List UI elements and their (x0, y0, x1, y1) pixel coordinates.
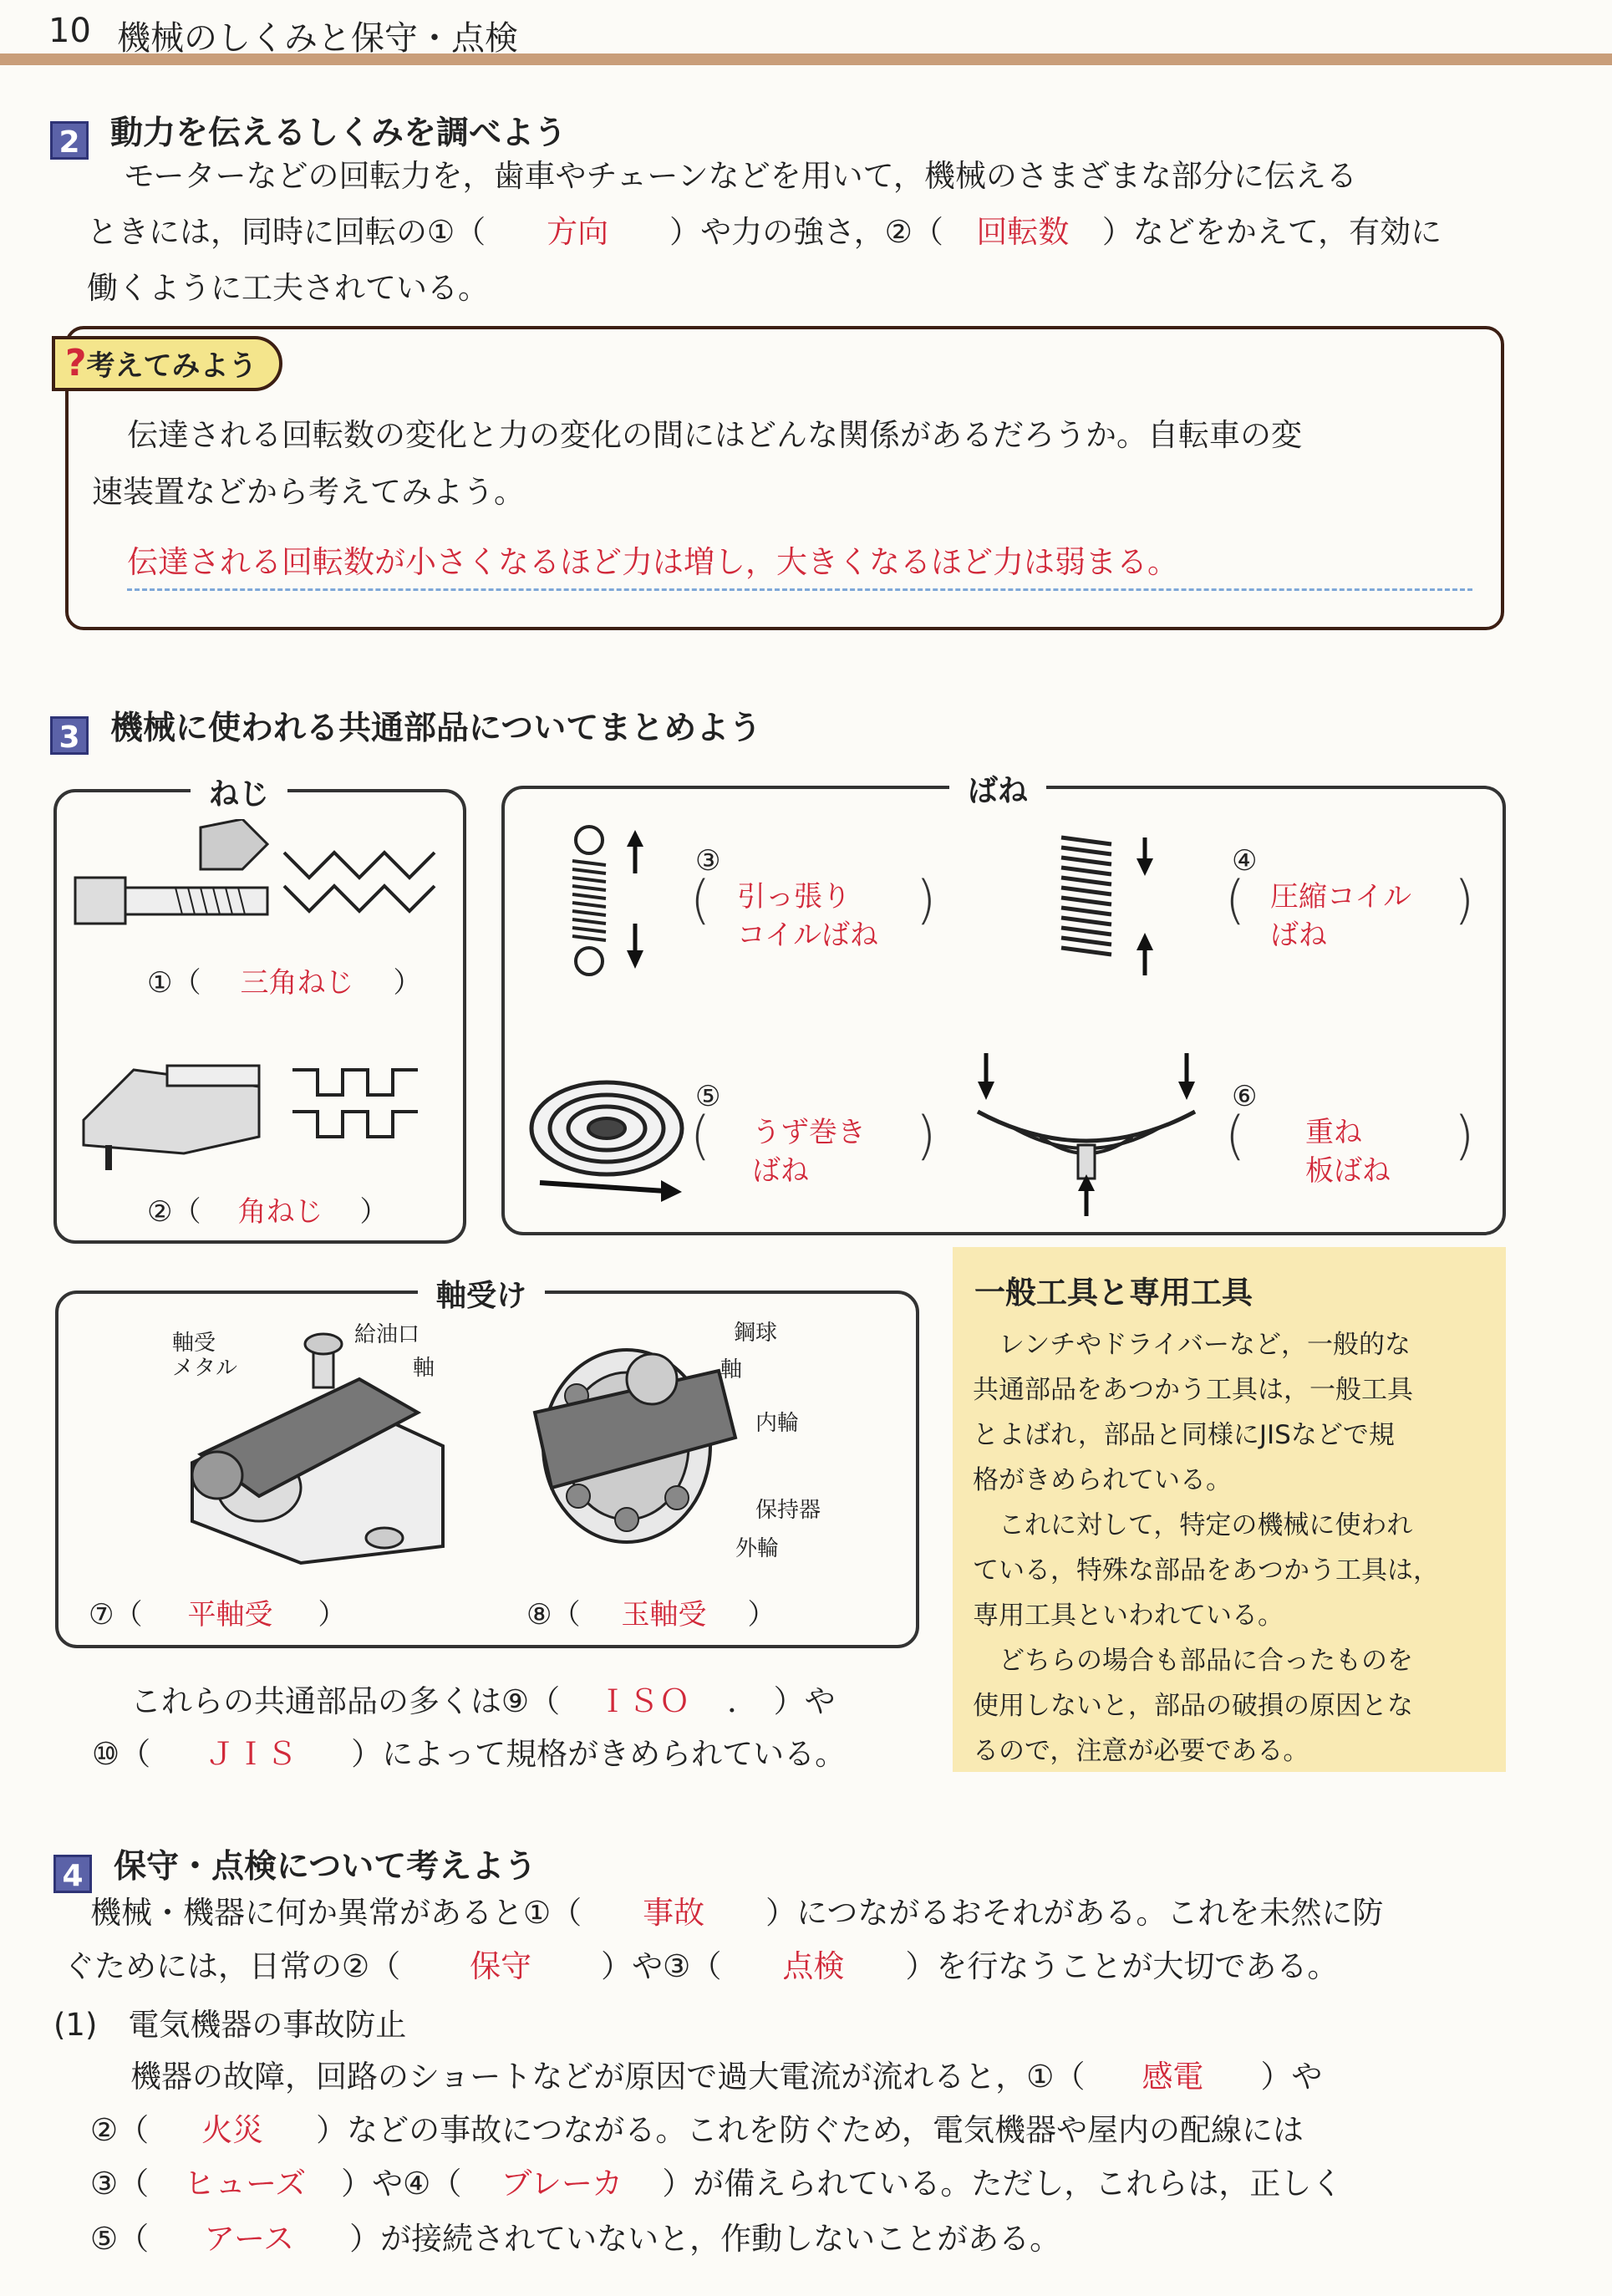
spring-item6-num: ⑥ (1232, 1080, 1258, 1113)
answer-earth: アース (204, 2221, 295, 2257)
spring-item3-num: ③ (695, 844, 721, 878)
answer-jis: ＪＩＳ (204, 1736, 297, 1772)
answer-inspection: 点検 (782, 1948, 845, 1984)
info-box-line: これに対して，特定の機械に使われ (973, 1510, 1413, 1540)
standards-line2: ⑩（ ＪＩＳ ）によって規格がきめられている。 (92, 1727, 846, 1782)
label-outer-ring: 外輪 (735, 1536, 780, 1561)
paren-open: ( (1225, 1105, 1246, 1166)
section2-line1: モーターなどの回転力を，歯車やチェーンなどを用いて，機械のさまざまな部分に伝える (124, 158, 1357, 194)
tension-spring-illustration (560, 823, 652, 982)
paren-open: ( (690, 1105, 711, 1166)
answer-shock: 感電 (1142, 2059, 1204, 2095)
spring-item4-answer: 圧縮コイル ばね (1270, 880, 1411, 952)
section-number: 3 (50, 716, 89, 755)
page-number: 10 (48, 12, 91, 50)
answer-direction: 方向 (547, 214, 609, 250)
spring-item3-answer: 引っ張り コイルばね (737, 880, 878, 952)
spring-item4-num: ④ (1232, 844, 1258, 878)
label-bearing-metal: 軸受 メタル (172, 1331, 238, 1381)
think-tag: ?考えてみよう (52, 336, 282, 391)
bearing-item8: ⑧（ 玉軸受 ） (526, 1598, 776, 1632)
ball-bearing-illustration (526, 1321, 744, 1563)
section2-line2: ときには，同時に回転の①（ 方向 ）や力の強さ，②（ 回転数 ）などをかえて，有効に (87, 205, 1442, 260)
label-shaft-left: 軸 (413, 1356, 435, 1381)
spring-item5-num: ⑤ (695, 1080, 721, 1113)
spring-item5-answer: うず巻き ばね (752, 1116, 866, 1188)
section-title: 機械に使われる共通部品についてまとめよう (110, 710, 762, 747)
paren-open: ( (1225, 869, 1246, 930)
answer-fire: 火災 (201, 2112, 264, 2148)
info-box-line: レンチやドライバーなど，一般的な (973, 1330, 1411, 1360)
bearing-item7: ⑦（ 平軸受 ） (89, 1598, 347, 1632)
think-question-2: 速装置などから考えてみよう。 (92, 474, 525, 510)
paren-close: ) (916, 869, 937, 930)
label-shaft-right: 軸 (720, 1357, 743, 1382)
bearing-panel-label: 軸受け (418, 1272, 545, 1315)
answer-accident: 事故 (643, 1895, 705, 1931)
label-inner-ring: 内輪 (755, 1411, 800, 1436)
info-box-line: 共通部品をあつかう工具は，一般工具 (973, 1375, 1413, 1405)
subsection-line2: ②（ 火災 ）などの事故につながる。これを防ぐため，電気機器や屋内の配線には (90, 2103, 1304, 2158)
screw-item1: ①（ 三角ねじ ） (147, 966, 422, 1000)
label-cage: 保持器 (755, 1498, 821, 1523)
answer-iso: ＩＳＯ (597, 1683, 690, 1719)
info-box-line: 専用工具といわれている。 (973, 1601, 1284, 1631)
screw-panel-label: ねじ (191, 771, 287, 813)
info-box-line: ている，特殊な部品をあつかう工具は， (973, 1555, 1439, 1586)
standards-line1: これらの共通部品の多くは⑨（ ＩＳＯ ． ）や (130, 1674, 836, 1729)
chapter-title: 機械のしくみと保守・点検 (117, 19, 518, 58)
subsection-line4: ⑤（ アース ）が接続されていないと，作動しないことがある。 (90, 2212, 1060, 2267)
screw-item2: ②（ 角ねじ ） (147, 1195, 389, 1229)
answer-fuse: ヒューズ (184, 2166, 307, 2202)
info-box-line: とよばれ，部品と同様にJISなどで規 (973, 1420, 1395, 1450)
section4-line1: 機械・機器に何か異常があると①（ 事故 ）につながるおそれがある。これを未然に防 (90, 1886, 1383, 1941)
subsection-title: (1) 電気機器の事故防止 (53, 2007, 407, 2043)
paren-close: ) (1454, 869, 1475, 930)
section-number: 4 (53, 1855, 92, 1893)
spring-item6-answer: 重ね 板ばね (1305, 1116, 1391, 1188)
paren-open: ( (690, 869, 711, 930)
think-question-1: 伝達される回転数の変化と力の変化の間にはどんな関係があるだろうか。自転車の変 (127, 417, 1302, 453)
section-title: 保守・点検について考えよう (114, 1848, 537, 1886)
page-header (0, 0, 1612, 65)
triangle-screw-illustration (67, 819, 451, 970)
section2-line3: 働くように工夫されている。 (87, 270, 489, 306)
info-box-line: 格がきめられている。 (973, 1465, 1232, 1495)
answer-rpm: 回転数 (976, 214, 1070, 250)
info-box (953, 1247, 1506, 1772)
question-mark-icon: ? (65, 342, 87, 384)
spring-panel-label: ばね (949, 767, 1046, 810)
info-box-line: 使用しないと，部品の破損の原因とな (973, 1691, 1413, 1721)
spiral-spring-illustration (523, 1070, 690, 1204)
paren-close: ) (916, 1105, 937, 1166)
label-steel-ball: 鋼球 (734, 1321, 778, 1346)
info-box-line: どちらの場合も部品に合ったものを (973, 1646, 1413, 1676)
answer-maintenance: 保守 (470, 1948, 532, 1984)
info-box-text (973, 1322, 1439, 1774)
label-oil-port: 給油口 (354, 1322, 420, 1347)
section4-line2: ぐためには，日常の②（ 保守 ）や③（ 点検 ）を行なうことが大切である。 (64, 1939, 1338, 1994)
paren-close: ) (1454, 1105, 1475, 1166)
compression-spring-illustration (1053, 829, 1162, 980)
section3-heading (50, 702, 761, 755)
subsection-line1: 機器の故障，回路のショートなどが原因で過大電流が流れると，①（ 感電 ）や (130, 2049, 1322, 2105)
section-title: 動力を伝えるしくみを調べよう (110, 115, 567, 152)
subsection-line3: ③（ ヒューズ ）や④（ ブレーカ ）が備えられている。ただし，これらは，正しく (90, 2156, 1342, 2212)
section-number: 2 (50, 121, 89, 160)
answer-breaker: ブレーカ (501, 2166, 623, 2202)
info-box-title: 一般工具と専用工具 (974, 1275, 1253, 1311)
leaf-spring-illustration (961, 1053, 1212, 1220)
info-box-line: るので，注意が必要である。 (973, 1736, 1309, 1766)
square-screw-illustration (67, 1020, 451, 1179)
think-answer: 伝達される回転数が小さくなるほど力は増し，大きくなるほど力は弱まる。 (127, 537, 1472, 591)
